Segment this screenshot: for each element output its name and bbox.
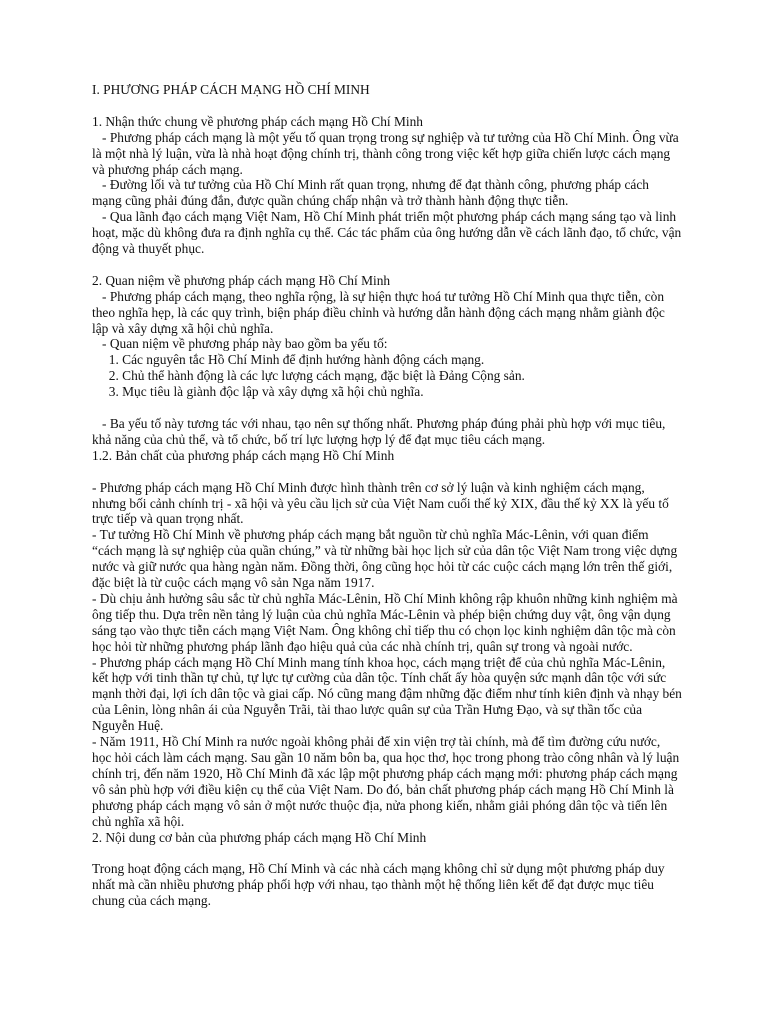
list-item: 2. Chủ thể hành động là các lực lượng cách mạng, đặc biệt là Đảng Cộng sản.: [92, 368, 525, 384]
paragraph: - Qua lãnh đạo cách mạng Việt Nam, Hồ Chí Minh phát triển một phương pháp cách mạng sáng tạo và linh hoạt, mặc dù không đưa ra định nghĩa cụ thể. Các tác phẩm của ông hướng dẫn về cách lãnh đạo, tổ chức, vận động và thuyết phục.: [92, 209, 685, 257]
section-2b-heading: 2. Nội dung cơ bản của phương pháp cách mạng Hồ Chí Minh: [92, 829, 427, 845]
paragraph: - Tư tưởng Hồ Chí Minh về phương pháp cách mạng bắt nguồn từ chủ nghĩa Mác-Lênin, với quan điểm “cách mạng là sự nghiệp của quần chúng,” và từ những bài học lịch sử của dân tộc Việt Nam trong việc dựng nước và giữ nước qua hàng ngàn năm. Đồng thời, ông cũng học hỏi từ các cuộc cách mạng lớn trên thế giới, đặc biệt là từ cuộc cách mạng vô sản Nga năm 1917.: [92, 527, 681, 591]
document-body: [92, 82, 686, 909]
paragraph: - Năm 1911, Hồ Chí Minh ra nước ngoài không phải để xin viện trợ tài chính, mà để tìm đường cứu nước, học hỏi cách làm cách mạng. Sau gần 10 năm bôn ba, qua học thơ, học trong phong trào công nhân và lý luận chính trị, đến năm 1920, Hồ Chí Minh đã xác lập một phương pháp cách mạng mới: phương pháp cách mạng vô sản phù hợp với điều kiện cụ thể của Việt Nam. Do đó, bản chất phương pháp cách mạng Hồ Chí Minh là phương pháp cách mạng vô sản ở một nước thuộc địa, nửa phong kiến, nhằm giải phóng dân tộc và tiến lên chủ nghĩa xã hội.: [92, 734, 683, 829]
paragraph: - Phương pháp cách mạng là một yếu tố quan trọng trong sự nghiệp và tư tưởng của Hồ Chí Minh. Ông vừa là một nhà lý luận, vừa là nhà hoạt động chính trị, thành công trong việc kết hợp giữa chiến lược cách mạng và phương pháp cách mạng.: [92, 129, 683, 177]
paragraph: - Phương pháp cách mạng Hồ Chí Minh mang tính khoa học, cách mạng triệt để của chủ nghĩa Mác-Lênin, kết hợp với tinh thần tự chủ, tự lực tự cường của dân tộc. Tính chất ấy hòa quyện sức mạnh dân tộc với sức mạnh thời đại, lợi ích dân tộc và giai cấp. Nó cũng mang đậm những đặc điểm như tính kiên định và nhạy bén của Lênin, lòng nhân ái của Nguyễn Trãi, tài thao lược quân sự của Trần Hưng Đạo, và sự thần tốc của Nguyễn Huệ.: [92, 654, 686, 734]
paragraph: - Phương pháp cách mạng Hồ Chí Minh được hình thành trên cơ sở lý luận và kinh nghiệm cách mạng, nhưng bối cảnh chính trị - xã hội và yêu cầu lịch sử của Việt Nam cuối thế kỷ XIX, đầu thế kỷ XX là yếu tố trực tiếp và quan trọng nhất.: [92, 479, 673, 527]
paragraph: Trong hoạt động cách mạng, Hồ Chí Minh và các nhà cách mạng không chỉ sử dụng một phương pháp duy nhất mà cần nhiều phương pháp phối hợp với nhau, tạo thành một hệ thống liên kết để đạt được mục tiêu chung của cách mạng.: [92, 861, 668, 909]
paragraph: - Phương pháp cách mạng, theo nghĩa rộng, là sự hiện thực hoá tư tưởng Hồ Chí Minh qua thực tiễn, còn theo nghĩa hẹp, là các quy trình, biện pháp điều chỉnh và hướng dẫn hành động cách mạng nhằm giành độc lập và xây dựng xã hội chủ nghĩa.: [92, 288, 669, 336]
list-item: 3. Mục tiêu là giành độc lập và xây dựng xã hội chủ nghĩa.: [92, 384, 424, 400]
section-1-heading: 1. Nhận thức chung về phương pháp cách mạng Hồ Chí Minh: [92, 113, 424, 129]
paragraph: - Ba yếu tố này tương tác với nhau, tạo nên sự thống nhất. Phương pháp đúng phải phù hợp với mục tiêu, khả năng của chủ thể, và tổ chức, bố trí lực lượng hợp lý để đạt mục tiêu cách mạng.: [92, 415, 669, 447]
document-title: I. PHƯƠNG PHÁP CÁCH MẠNG HỒ CHÍ MINH: [92, 82, 370, 97]
section-2-heading: 2. Quan niệm về phương pháp cách mạng Hồ Chí Minh: [92, 272, 391, 288]
spacer: [92, 257, 682, 273]
spacer: [92, 464, 682, 480]
paragraph: - Đường lối và tư tưởng của Hồ Chí Minh rất quan trọng, nhưng để đạt thành công, phương pháp cách mạng cũng phải đúng đắn, được quần chúng chấp nhận và trở thành hành động thực tiễn.: [92, 177, 653, 209]
spacer: [92, 845, 682, 861]
section-1-2-heading: 1.2. Bản chất của phương pháp cách mạng Hồ Chí Minh: [92, 447, 395, 463]
spacer: [92, 400, 682, 416]
spacer: [92, 98, 682, 114]
paragraph: - Dù chịu ảnh hưởng sâu sắc từ chủ nghĩa Mác-Lênin, Hồ Chí Minh không rập khuôn những kinh nghiệm mà ông tiếp thu. Dựa trên nền tảng lý luận của chủ nghĩa Mác-Lênin và phép biện chứng duy vật, ông vận dụng sáng tạo vào thực tiễn cách mạng Việt Nam. Ông không chỉ tiếp thu có chọn lọc kinh nghiệm dân tộc mà còn học hỏi từ những phương pháp lãnh đạo hiệu quả của các nhà chính trị, quân sự trong và ngoài nước.: [92, 590, 681, 654]
paragraph: - Quan niệm về phương pháp này bao gồm ba yếu tố:: [92, 336, 388, 352]
list-item: 1. Các nguyên tắc Hồ Chí Minh để định hướng hành động cách mạng.: [92, 352, 485, 368]
